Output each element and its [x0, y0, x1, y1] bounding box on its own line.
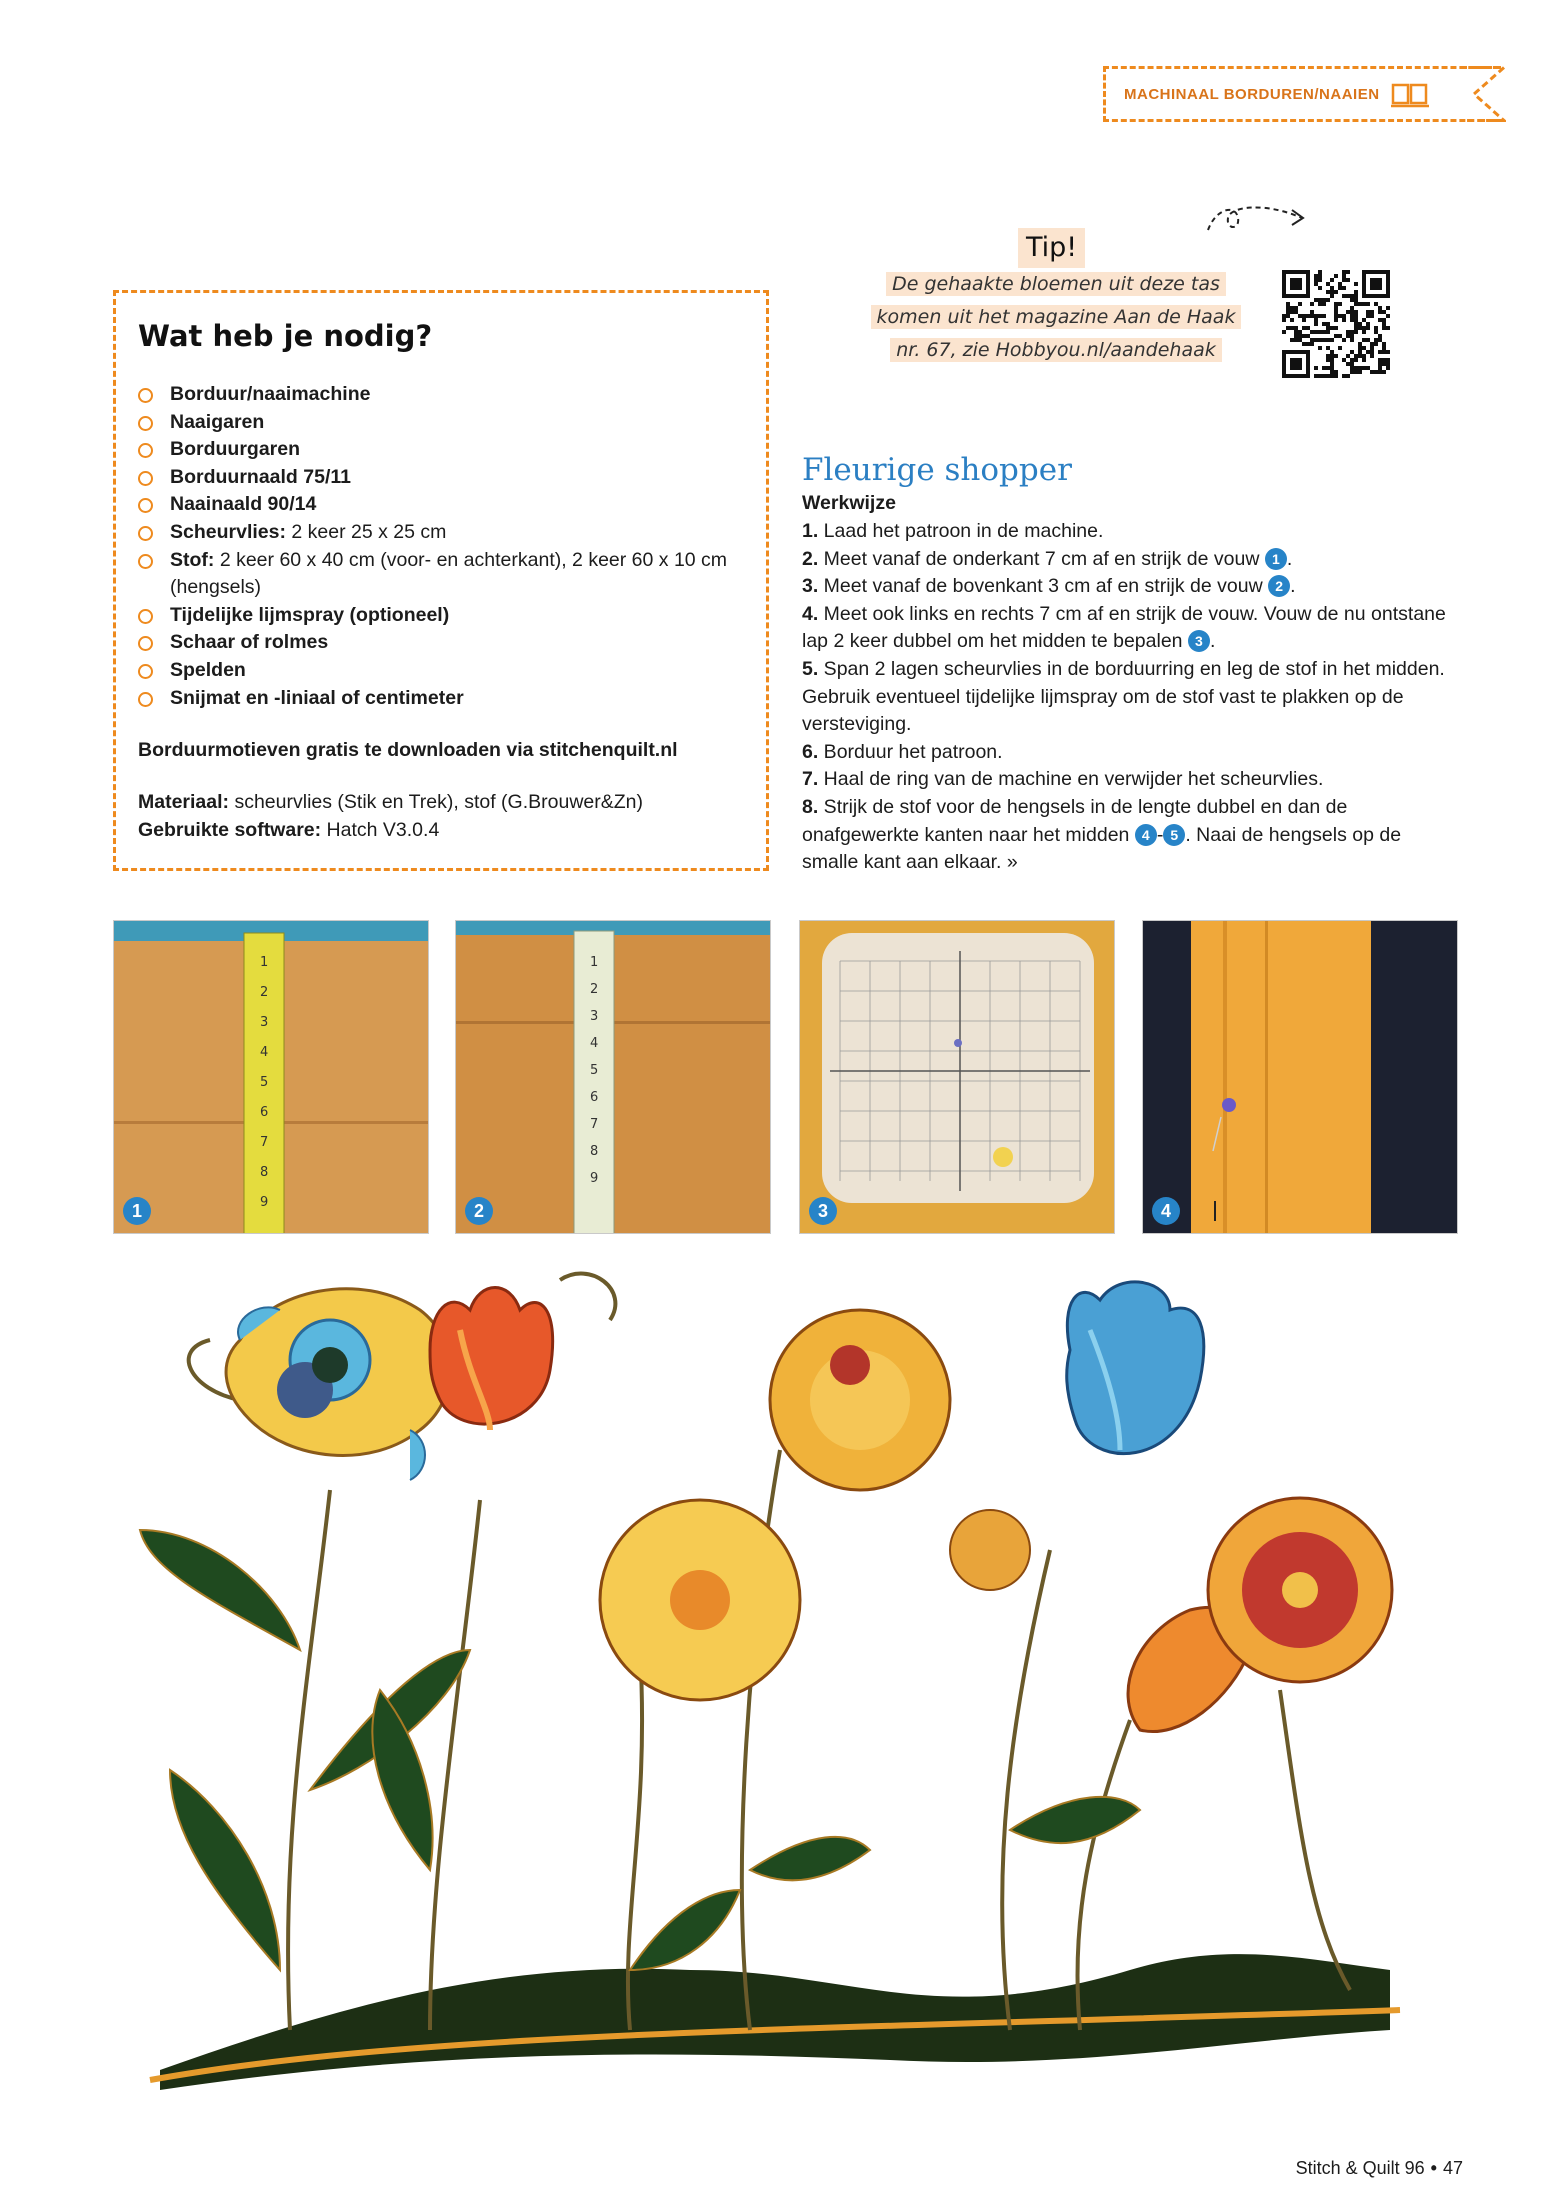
materials-item: Snijmat en -liniaal of centimeter — [138, 685, 744, 713]
photo-ref-badge: 1 — [1265, 548, 1287, 570]
materials-item: Borduurnaald 75/11 — [138, 464, 744, 492]
instruction-step: 8. Strijk de stof voor de hengsels in de lengte dubbel en dan de onafgewerkte kanten naar het midden 4 - 5 . Naai de hengsels op de smalle kant aan elkaar. » — [802, 795, 1402, 874]
materials-item: Borduurgaren — [138, 436, 744, 464]
download-note: Borduurmotieven gratis te downloaden via stitchenquilt.nl — [138, 739, 678, 762]
photo-2 — [455, 920, 771, 1234]
instructions-title: Fleurige shopper — [802, 452, 1072, 488]
tag-notch — [1460, 66, 1506, 122]
svg-text:2: 2 — [590, 982, 599, 997]
svg-text:7: 7 — [590, 1117, 599, 1132]
instructions-subtitle: Werkwijze — [802, 492, 896, 514]
tip-text — [856, 268, 1256, 367]
photo-badge: 3 — [809, 1197, 837, 1225]
materials-item: Scheurvlies: 2 keer 25 x 25 cm — [138, 519, 744, 547]
machine-icon — [1390, 79, 1430, 109]
instruction-step: 1. Laad het patroon in de machine. — [802, 520, 1104, 542]
bullet-icon — [138, 416, 153, 431]
bullet-icon — [138, 443, 153, 458]
svg-text:6: 6 — [260, 1105, 269, 1120]
photo-1 — [113, 920, 429, 1234]
materials-item: Borduur/naaimachine — [138, 381, 744, 409]
bullet-icon — [138, 692, 153, 707]
svg-text:9: 9 — [260, 1195, 269, 1210]
svg-text:5: 5 — [590, 1063, 599, 1078]
bullet-icon — [138, 526, 153, 541]
svg-text:1: 1 — [590, 955, 599, 970]
photo-badge: 4 — [1152, 1197, 1180, 1225]
materials-item: Naaigaren — [138, 409, 744, 437]
instruction-step: 2. Meet vanaf de onderkant 7 cm af en strijk de vouw 1 . — [802, 547, 1293, 570]
page-footer — [1296, 2158, 1463, 2179]
photo-ref-badge: 4 — [1135, 824, 1157, 846]
bullet-icon — [138, 609, 153, 624]
tip-line: nr. 67, zie Hobbyou.nl/aandehaak — [890, 338, 1222, 362]
bullet-icon — [138, 554, 153, 569]
qr-code[interactable] — [1282, 270, 1390, 378]
svg-text:3: 3 — [590, 1009, 599, 1024]
photo-badge: 1 — [123, 1197, 151, 1225]
photo-badge: 2 — [465, 1197, 493, 1225]
tip-line: De gehaakte bloemen uit deze tas — [886, 272, 1226, 296]
instruction-step: 3. Meet vanaf de bovenkant 3 cm af en strijk de vouw 2 . — [802, 575, 1296, 598]
bullet-icon — [138, 498, 153, 513]
magazine-name: Stitch & Quilt 96 — [1295, 2158, 1425, 2178]
tip-label: Tip! — [1018, 228, 1085, 268]
svg-text:4: 4 — [590, 1036, 599, 1051]
instruction-step: 4. Meet ook links en rechts 7 cm af en strijk de vouw. Vouw de nu ontstane lap 2 keer dubbel om het midden te bepalen 3 . — [802, 602, 1446, 653]
svg-text:5: 5 — [260, 1075, 269, 1090]
svg-text:6: 6 — [590, 1090, 599, 1105]
material-line: Materiaal: scheurvlies (Stik en Trek), stof (G.Brouwer&Zn) — [138, 791, 643, 814]
svg-text:2: 2 — [260, 985, 269, 1000]
section-tag — [1103, 66, 1501, 122]
curly-arrow-icon — [1206, 200, 1310, 244]
materials-item: Schaar of rolmes — [138, 629, 744, 657]
instruction-step: 7. Haal de ring van de machine en verwijder het scheurvlies. — [802, 768, 1324, 791]
software-line: Gebruikte software: Hatch V3.0.4 — [138, 818, 440, 841]
bullet-icon — [138, 471, 153, 486]
embroidered-flowers-image — [130, 1270, 1420, 2100]
instruction-step: 6. Borduur het patroon. — [802, 740, 1003, 763]
bullet-icon — [138, 636, 153, 651]
photo-4 — [1142, 920, 1458, 1234]
footer-dot: • — [1430, 2158, 1437, 2178]
svg-text:1: 1 — [260, 955, 269, 970]
bullet-icon — [138, 388, 153, 403]
svg-text:8: 8 — [590, 1144, 599, 1159]
svg-text:3: 3 — [260, 1015, 269, 1030]
materials-item: Spelden — [138, 657, 744, 685]
svg-text:9: 9 — [590, 1171, 599, 1186]
materials-list — [138, 381, 744, 712]
photo-3 — [799, 920, 1115, 1234]
bullet-icon — [138, 664, 153, 679]
materials-item: Stof: 2 keer 60 x 40 cm (voor- en achterkant), 2 keer 60 x 10 cm (hengsels) — [138, 547, 744, 602]
photo-ref-badge: 5 — [1163, 824, 1185, 846]
materials-item: Naainaald 90/14 — [138, 491, 744, 519]
instructions-body — [802, 518, 1452, 877]
tip-line: komen uit het magazine Aan de Haak — [871, 305, 1242, 329]
materials-item: Tijdelijke lijmspray (optioneel) — [138, 602, 744, 630]
materials-box — [113, 290, 769, 871]
materials-title: Wat heb je nodig? — [138, 319, 433, 353]
svg-text:7: 7 — [260, 1135, 269, 1150]
photo-ref-badge: 2 — [1268, 575, 1290, 597]
page-number: 47 — [1442, 2158, 1463, 2178]
photo-ref-badge: 3 — [1188, 630, 1210, 652]
instruction-step: 5. Span 2 lagen scheurvlies in de borduurring en leg de stof in het midden. Gebruik eventueel tijdelijke lijmspray om de stof vast te plakken op de versteviging. — [802, 657, 1445, 736]
section-tag-label: MACHINAAL BORDUREN/NAAIEN — [1124, 85, 1380, 103]
svg-text:4: 4 — [260, 1045, 269, 1060]
svg-text:8: 8 — [260, 1165, 269, 1180]
materials-meta — [138, 789, 744, 844]
